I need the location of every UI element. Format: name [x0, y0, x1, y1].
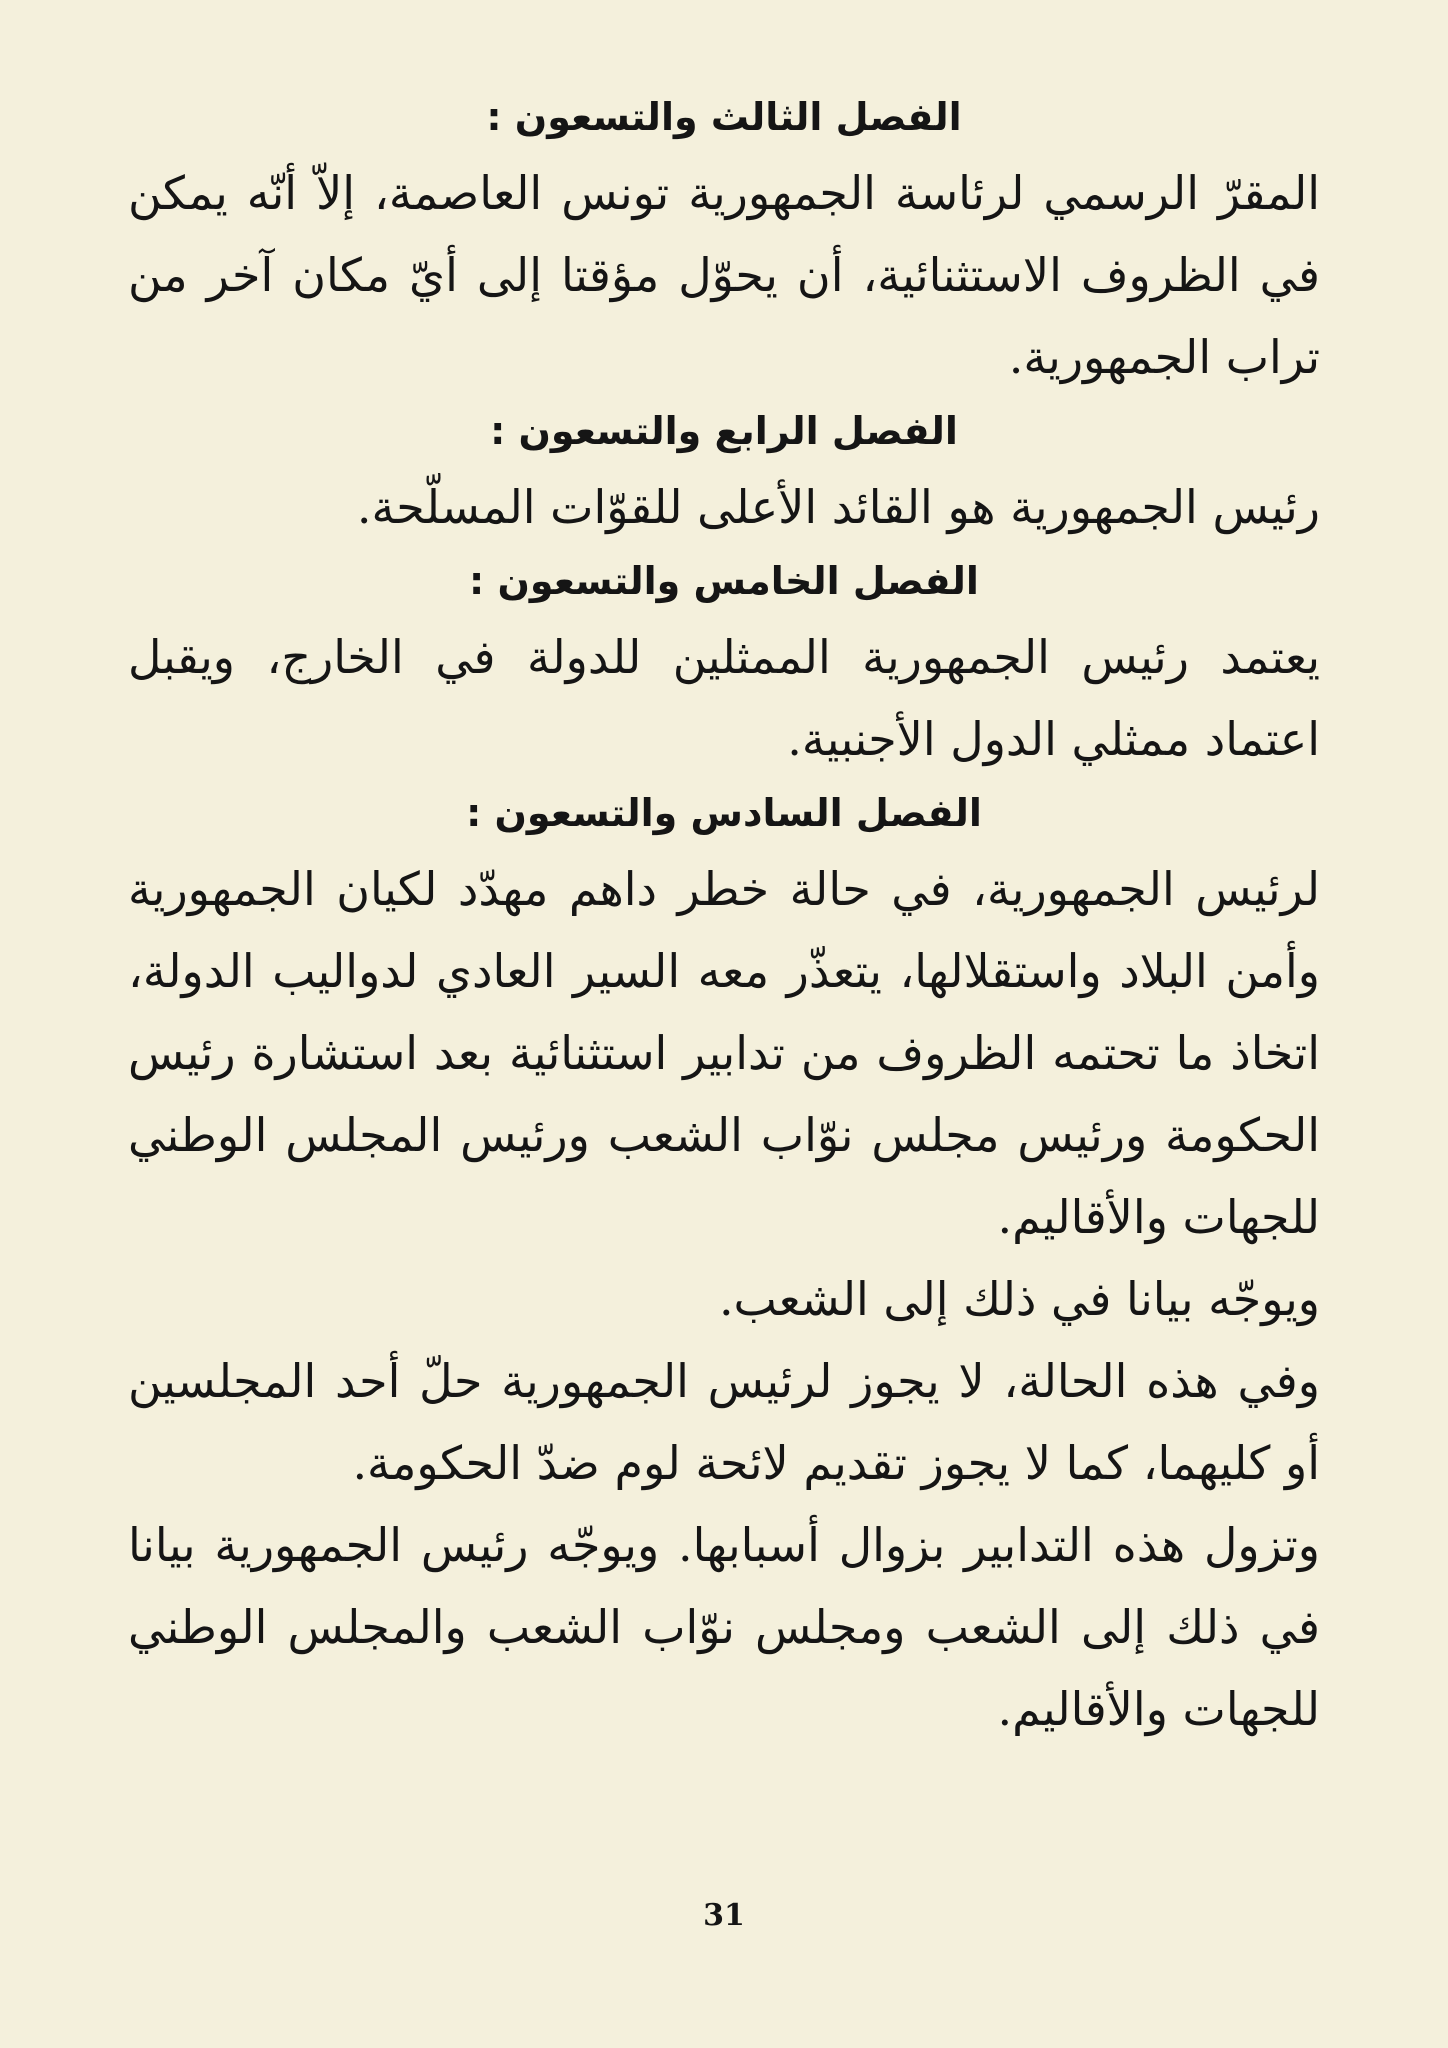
article-95 [128, 552, 1320, 780]
article-paragraph: المقرّ الرسمي لرئاسة الجمهورية تونس العاصمة، إلاّ أنّه يمكن في الظروف الاستثنائية، أن يحوّل مؤقتا إلى أيّ مكان آخر من تراب الجمهورية. [128, 166, 1320, 384]
article-heading: الفصل الخامس والتسعون : [469, 559, 979, 603]
page-number: 31 [703, 1898, 745, 1933]
article-paragraph: رئيس الجمهورية هو القائد الأعلى للقوّات المسلّحة. [356, 480, 1320, 534]
article-94 [128, 402, 1320, 548]
article-paragraph: ويوجّه بيانا في ذلك إلى الشعب. [718, 1272, 1320, 1326]
article-96 [128, 784, 1320, 1750]
article-paragraph: لرئيس الجمهورية، في حالة خطر داهم مهدّد لكيان الجمهورية وأمن البلاد واستقلالها، يتعذّر معه السير العادي لدواليب الدولة، اتخاذ ما تحتمه الظروف من تدابير استثنائية بعد استشارة رئيس الحكومة ورئيس مجلس نوّاب الشعب ورئيس المجلس الوطني للجهات والأقاليم. [128, 862, 1320, 1244]
article-heading: الفصل السادس والتسعون : [466, 791, 982, 835]
article-paragraph: وتزول هذه التدابير بزوال أسبابها. ويوجّه رئيس الجمهورية بيانا في ذلك إلى الشعب ومجلس نوّاب الشعب والمجلس الوطني للجهات والأقاليم. [128, 1518, 1320, 1736]
article-paragraph: وفي هذه الحالة، لا يجوز لرئيس الجمهورية حلّ أحد المجلسين أو كليهما، كما لا يجوز تقديم لائحة لوم ضدّ الحكومة. [128, 1354, 1320, 1490]
article-heading: الفصل الرابع والتسعون : [490, 409, 958, 453]
article-93 [128, 88, 1320, 398]
article-heading: الفصل الثالث والتسعون : [486, 95, 962, 139]
article-paragraph: يعتمد رئيس الجمهورية الممثلين للدولة في الخارج، ويقبل اعتماد ممثلي الدول الأجنبية. [128, 630, 1320, 766]
